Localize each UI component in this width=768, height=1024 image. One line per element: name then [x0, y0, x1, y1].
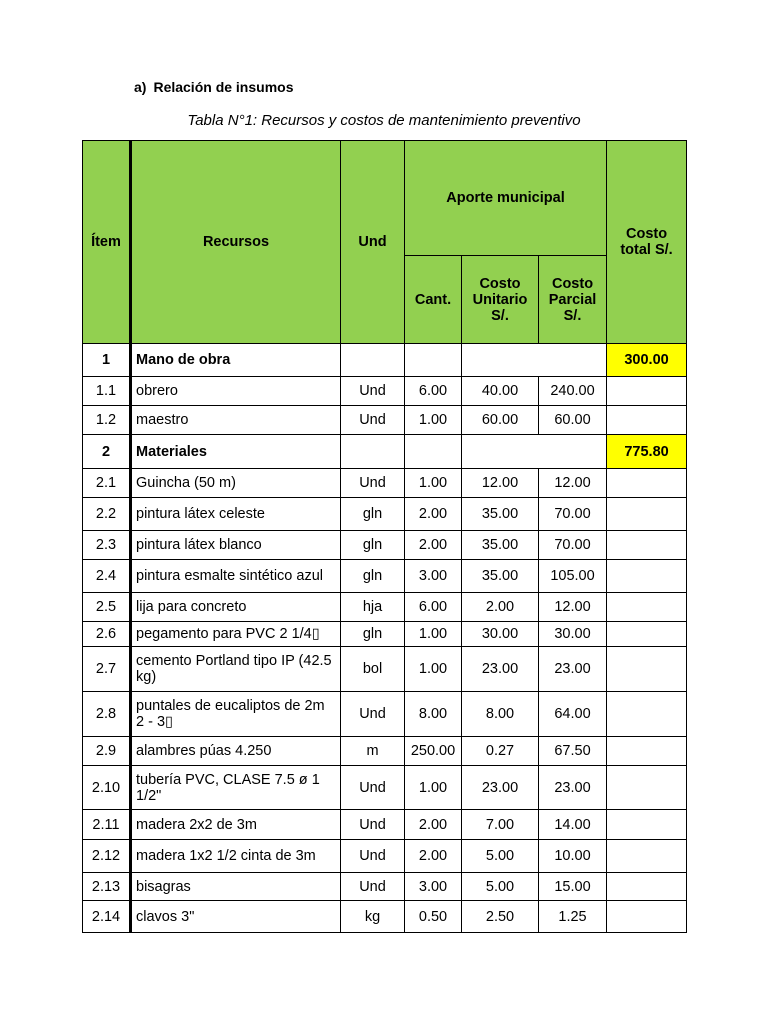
cell-parcial: 67.50	[539, 737, 607, 766]
table-row	[83, 406, 687, 435]
cell-cant: 3.00	[405, 560, 462, 593]
cell-unit: 23.00	[462, 647, 539, 692]
cell-item: 1.2	[83, 406, 131, 435]
cell-recurso: clavos 3"	[131, 901, 341, 933]
cell-parcial: 10.00	[539, 840, 607, 873]
cell-item: 2.2	[83, 498, 131, 531]
cell-unit: 23.00	[462, 766, 539, 810]
cell-parcial: 15.00	[539, 873, 607, 901]
cell-recurso: lija para concreto	[131, 593, 341, 622]
cell-item: 2.10	[83, 766, 131, 810]
table-row	[83, 810, 687, 840]
cell-recurso: tubería PVC, CLASE 7.5 ø 1 1/2"	[131, 766, 341, 810]
cell-cant: 2.00	[405, 810, 462, 840]
section-heading	[134, 79, 294, 95]
cell-unit: 2.00	[462, 593, 539, 622]
cell-cant: 1.00	[405, 469, 462, 498]
cell-und: gln	[341, 560, 405, 593]
cell-unit: 7.00	[462, 810, 539, 840]
table-row	[83, 692, 687, 737]
cell-parcial: 64.00	[539, 692, 607, 737]
cell-unit: 35.00	[462, 531, 539, 560]
cell-cant: 1.00	[405, 766, 462, 810]
cell-unit: 5.00	[462, 840, 539, 873]
table-row	[83, 593, 687, 622]
cell-und: Und	[341, 377, 405, 406]
cell-und: hja	[341, 593, 405, 622]
cell-und: Und	[341, 406, 405, 435]
section-total: 300.00	[607, 344, 687, 377]
header-item: Ítem	[83, 141, 131, 344]
table-row	[83, 766, 687, 810]
cell-recurso: pintura látex celeste	[131, 498, 341, 531]
cell-item: 2.12	[83, 840, 131, 873]
cell-und: m	[341, 737, 405, 766]
table-row	[83, 622, 687, 647]
cell-unit: 12.00	[462, 469, 539, 498]
header-costo-parcial: Costo Parcial S/.	[539, 256, 607, 344]
table-row	[83, 647, 687, 692]
cell-parcial: 12.00	[539, 469, 607, 498]
header-recursos: Recursos	[131, 141, 341, 344]
cell-unit: 2.50	[462, 901, 539, 933]
cell-und: gln	[341, 531, 405, 560]
cell-item: 1.1	[83, 377, 131, 406]
section-total: 775.80	[607, 435, 687, 469]
cell-item: 2.6	[83, 622, 131, 647]
table-row	[83, 873, 687, 901]
cell-recurso: cemento Portland tipo IP (42.5 kg)	[131, 647, 341, 692]
cell-item: 2.3	[83, 531, 131, 560]
section-item: 1	[83, 344, 131, 377]
cell-und: Und	[341, 840, 405, 873]
header-costo-total: Costo total S/.	[607, 141, 687, 344]
cell-recurso: Guincha (50 m)	[131, 469, 341, 498]
cell-parcial: 23.00	[539, 766, 607, 810]
cell-item: 2.4	[83, 560, 131, 593]
cell-recurso: maestro	[131, 406, 341, 435]
table-row	[83, 469, 687, 498]
cell-item: 2.8	[83, 692, 131, 737]
cell-item: 2.5	[83, 593, 131, 622]
cell-item: 2.14	[83, 901, 131, 933]
cell-cant: 3.00	[405, 873, 462, 901]
cell-parcial: 12.00	[539, 593, 607, 622]
cell-unit: 35.00	[462, 498, 539, 531]
cell-recurso: madera 1x2 1/2 cinta de 3m	[131, 840, 341, 873]
cell-und: Und	[341, 766, 405, 810]
section-item: 2	[83, 435, 131, 469]
section-label: Mano de obra	[131, 344, 341, 377]
cell-parcial: 30.00	[539, 622, 607, 647]
resources-cost-table	[82, 140, 687, 933]
cell-item: 2.7	[83, 647, 131, 692]
cell-parcial: 105.00	[539, 560, 607, 593]
cell-item: 2.11	[83, 810, 131, 840]
cell-unit: 8.00	[462, 692, 539, 737]
table-row	[83, 377, 687, 406]
cell-und: gln	[341, 622, 405, 647]
cell-cant: 6.00	[405, 377, 462, 406]
cell-unit: 40.00	[462, 377, 539, 406]
cell-parcial: 70.00	[539, 531, 607, 560]
table-row	[83, 498, 687, 531]
cell-cant: 1.00	[405, 647, 462, 692]
cell-item: 2.9	[83, 737, 131, 766]
cell-recurso: pintura látex blanco	[131, 531, 341, 560]
cell-parcial: 23.00	[539, 647, 607, 692]
cell-cant: 2.00	[405, 840, 462, 873]
cell-und: Und	[341, 469, 405, 498]
cell-recurso: obrero	[131, 377, 341, 406]
cell-cant: 6.00	[405, 593, 462, 622]
cell-cant: 0.50	[405, 901, 462, 933]
cell-unit: 35.00	[462, 560, 539, 593]
cell-cant: 8.00	[405, 692, 462, 737]
cell-recurso: puntales de eucaliptos de 2m 2 - 3▯	[131, 692, 341, 737]
cell-cant: 1.00	[405, 406, 462, 435]
cell-und: Und	[341, 692, 405, 737]
cell-parcial: 1.25	[539, 901, 607, 933]
cell-parcial: 60.00	[539, 406, 607, 435]
cell-unit: 30.00	[462, 622, 539, 647]
cell-item: 2.1	[83, 469, 131, 498]
cell-recurso: pintura esmalte sintético azul	[131, 560, 341, 593]
cell-und: gln	[341, 498, 405, 531]
cell-und: Und	[341, 873, 405, 901]
section-title: Relación de insumos	[153, 79, 294, 95]
cell-recurso: alambres púas 4.250	[131, 737, 341, 766]
table-row	[83, 901, 687, 933]
cell-recurso: bisagras	[131, 873, 341, 901]
cell-unit: 5.00	[462, 873, 539, 901]
cell-recurso: pegamento para PVC 2 1/4▯	[131, 622, 341, 647]
table-row	[83, 531, 687, 560]
cell-unit: 60.00	[462, 406, 539, 435]
section-label: Materiales	[131, 435, 341, 469]
cell-cant: 2.00	[405, 531, 462, 560]
section-letter: a)	[134, 79, 147, 95]
table-caption: Tabla N°1: Recursos y costos de mantenimiento preventivo	[187, 112, 581, 129]
table-row	[83, 737, 687, 766]
cell-und: bol	[341, 647, 405, 692]
table-row	[83, 560, 687, 593]
cell-cant: 250.00	[405, 737, 462, 766]
header-und: Und	[341, 141, 405, 344]
cell-recurso: madera 2x2 de 3m	[131, 810, 341, 840]
cell-und: kg	[341, 901, 405, 933]
cell-unit: 0.27	[462, 737, 539, 766]
cell-parcial: 70.00	[539, 498, 607, 531]
header-costo-unitario: Costo Unitario S/.	[462, 256, 539, 344]
cell-item: 2.13	[83, 873, 131, 901]
table-row	[83, 840, 687, 873]
cell-cant: 1.00	[405, 622, 462, 647]
cell-parcial: 14.00	[539, 810, 607, 840]
header-cant: Cant.	[405, 256, 462, 344]
cell-cant: 2.00	[405, 498, 462, 531]
cell-parcial: 240.00	[539, 377, 607, 406]
cell-und: Und	[341, 810, 405, 840]
header-aporte-municipal: Aporte municipal	[405, 141, 607, 256]
section-row	[83, 344, 687, 377]
section-row	[83, 435, 687, 469]
